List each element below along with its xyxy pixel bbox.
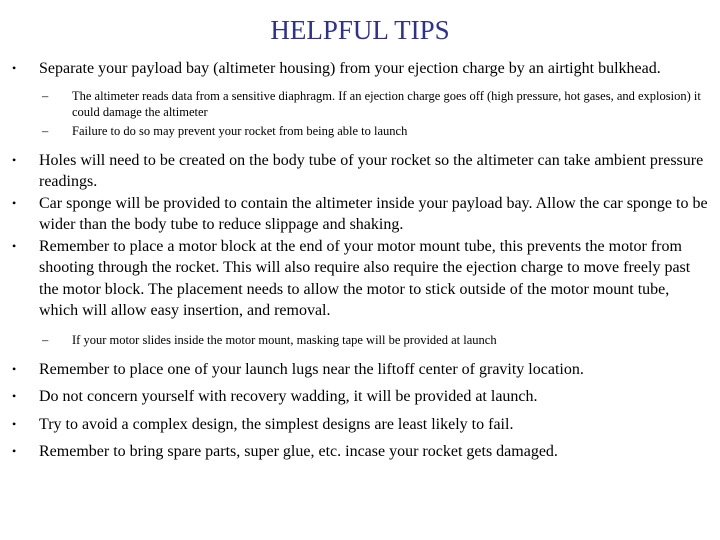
subtip-text: Failure to do so may prevent your rocket from being able to launch xyxy=(72,123,408,138)
tip-item-7 xyxy=(0,414,720,436)
tip-item-4 xyxy=(0,236,720,322)
tip-text: Remember to place one of your launch lugs near the liftoff center of gravity location. xyxy=(39,360,584,378)
tip-text: Remember to bring spare parts, super glue, etc. incase your rocket gets damaged. xyxy=(39,443,558,460)
slide-title: HELPFUL TIPS xyxy=(270,15,450,45)
tip-text: Car sponge will be provided to contain the altimeter inside your payload bay. Allow the car sponge to be wider than the body tube to reduce slippage and shaking. xyxy=(39,194,708,233)
dash-icon: – xyxy=(42,332,49,347)
tip-item-2 xyxy=(0,150,720,193)
tip-item-1 xyxy=(0,58,720,80)
bullet-icon: • xyxy=(12,238,17,253)
tip-item-6 xyxy=(0,386,720,408)
tip-text: Holes will need to be created on the body tube of your rocket so the altimeter can take ambient pressure readings. xyxy=(39,151,704,190)
tip-text: Try to avoid a complex design, the simplest designs are least likely to fail. xyxy=(39,415,514,433)
bullet-icon: • xyxy=(12,416,17,431)
bullet-icon: • xyxy=(12,361,17,376)
dash-icon: – xyxy=(42,88,49,103)
tip-subitem-1-2 xyxy=(0,123,720,139)
subtip-text: The altimeter reads data from a sensitive diaphragm. If an ejection charge goes off (high pressure, hot gases, and explosion) it could damage the altimeter xyxy=(72,88,701,119)
bullet-icon: • xyxy=(12,61,17,75)
tip-subitem-4-1 xyxy=(0,332,720,348)
tip-text: Separate your payload bay (altimeter housing) from your ejection charge by an airtight bulkhead. xyxy=(39,60,661,77)
bullet-icon: • xyxy=(12,444,17,458)
bullet-icon: • xyxy=(12,389,17,403)
tip-item-5 xyxy=(0,359,720,381)
tip-item-3 xyxy=(0,193,720,236)
dash-icon: – xyxy=(42,123,49,138)
tip-item-8 xyxy=(0,441,720,463)
bullet-icon: • xyxy=(12,152,17,167)
subtip-text: If your motor slides inside the motor mount, masking tape will be provided at launch xyxy=(72,332,497,347)
tip-text: Do not concern yourself with recovery wadding, it will be provided at launch. xyxy=(39,388,538,405)
tips-list xyxy=(0,58,720,463)
tip-text: Remember to place a motor block at the end of your motor mount tube, this prevents the motor from shooting through the rocket. This will also require also require the ejection charge to move freely past the motor block. The placement needs to allow the motor to stick outside of the motor mount tube, which will allow easy insertion, and removal. xyxy=(39,237,691,319)
tip-subitem-1-1 xyxy=(0,88,720,120)
bullet-icon: • xyxy=(12,195,17,210)
